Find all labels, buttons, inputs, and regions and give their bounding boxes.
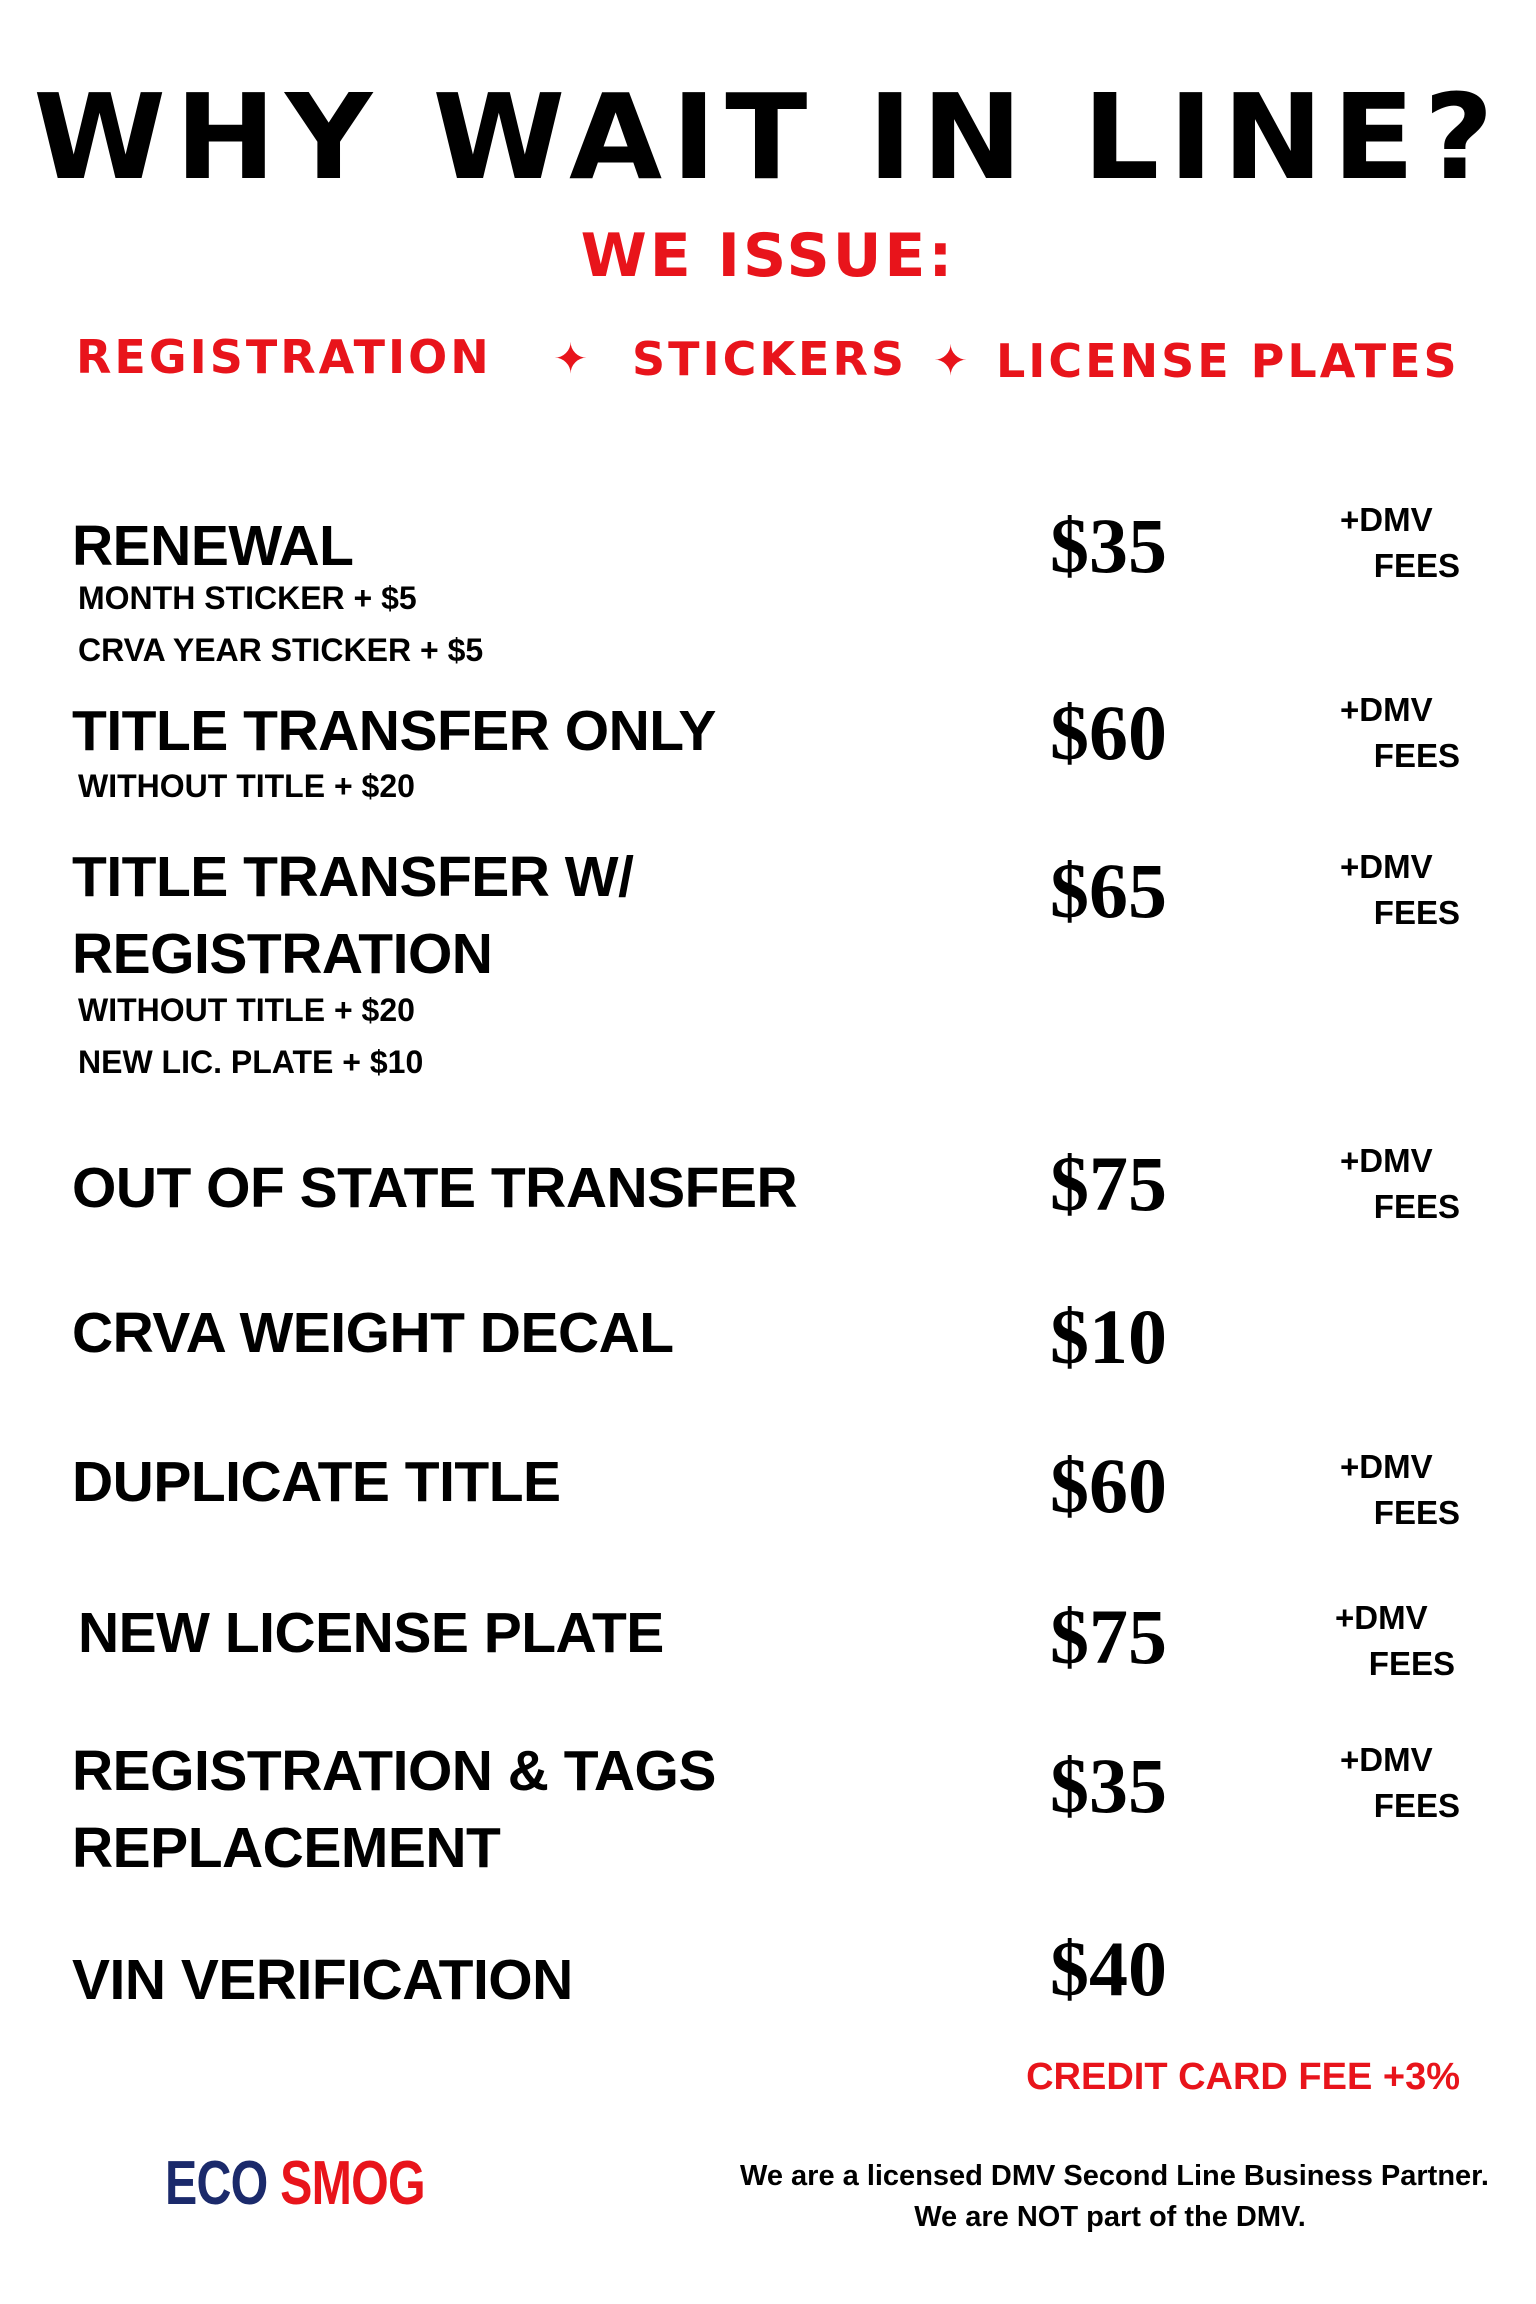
disclaimer-line: We are a licensed DMV Second Line Business Partner. <box>740 2160 1489 2192</box>
we-issue-heading: WE ISSUE: <box>580 221 956 291</box>
eco-smog-logo <box>165 2149 425 2218</box>
dmv-fees-note: +DMV FEES <box>1335 1599 1455 1682</box>
sparkle-icon: ✦ <box>933 337 969 384</box>
service-vin-verification-name: VIN VERIFICATION <box>72 1948 573 2012</box>
dmv-fees-note: +DMV FEES <box>1340 1142 1460 1225</box>
logo-smog: SMOG <box>280 2149 425 2218</box>
service-tags-replacement-name: REGISTRATION & TAGS <box>72 1739 716 1803</box>
credit-card-fee: CREDIT CARD FEE +3% <box>1026 2056 1460 2098</box>
disclaimer <box>740 2156 1489 2238</box>
service-new-plate-name: NEW LICENSE PLATE <box>78 1601 664 1665</box>
service-title-transfer-registration-price: $65 <box>1050 847 1167 934</box>
service-renewal-note: MONTH STICKER + $5 <box>78 580 417 616</box>
issue-license-plates: LICENSE PLATES <box>996 334 1460 388</box>
service-title-transfer-registration-name: REGISTRATION <box>72 922 493 986</box>
logo-eco: ECO <box>165 2149 268 2218</box>
disclaimer-line: We are NOT part of the DMV. <box>914 2201 1306 2233</box>
dmv-fees-note: +DMV FEES <box>1340 1448 1460 1531</box>
service-vin-verification-price: $40 <box>1050 1925 1167 2012</box>
service-title-transfer-note: WITHOUT TITLE + $20 <box>78 768 415 804</box>
service-tags-replacement-price: $35 <box>1050 1742 1167 1829</box>
service-renewal-note: CRVA YEAR STICKER + $5 <box>78 632 484 668</box>
service-title-transfer-name: TITLE TRANSFER ONLY <box>72 699 716 763</box>
service-weight-decal-name: CRVA WEIGHT DECAL <box>72 1301 674 1365</box>
dmv-fees-note: +DMV FEES <box>1340 501 1460 584</box>
sparkle-icon: ✦ <box>553 335 589 382</box>
service-title-transfer-registration-note: WITHOUT TITLE + $20 <box>78 992 415 1028</box>
service-out-of-state-name: OUT OF STATE TRANSFER <box>72 1156 798 1220</box>
dmv-fees-note: +DMV FEES <box>1340 1741 1460 1824</box>
service-renewal-price: $35 <box>1050 502 1167 589</box>
service-duplicate-title-price: $60 <box>1050 1442 1167 1529</box>
service-title-transfer-price: $60 <box>1050 689 1167 776</box>
dmv-fees-note: +DMV FEES <box>1340 848 1460 931</box>
service-title-transfer-registration-note: NEW LIC. PLATE + $10 <box>78 1044 424 1080</box>
service-duplicate-title-name: DUPLICATE TITLE <box>72 1450 561 1514</box>
service-title-transfer-registration-name: TITLE TRANSFER W/ <box>72 845 634 909</box>
service-new-plate-price: $75 <box>1050 1593 1167 1680</box>
service-renewal-name: RENEWAL <box>72 514 354 578</box>
service-out-of-state-price: $75 <box>1050 1140 1167 1227</box>
service-weight-decal-price: $10 <box>1050 1293 1167 1380</box>
issue-registration: REGISTRATION <box>76 330 492 384</box>
headline: WHY WAIT IN LINE? <box>33 68 1503 206</box>
service-tags-replacement-name: REPLACEMENT <box>72 1816 501 1880</box>
issue-stickers: STICKERS <box>632 332 908 386</box>
dmv-fees-note: +DMV FEES <box>1340 691 1460 774</box>
